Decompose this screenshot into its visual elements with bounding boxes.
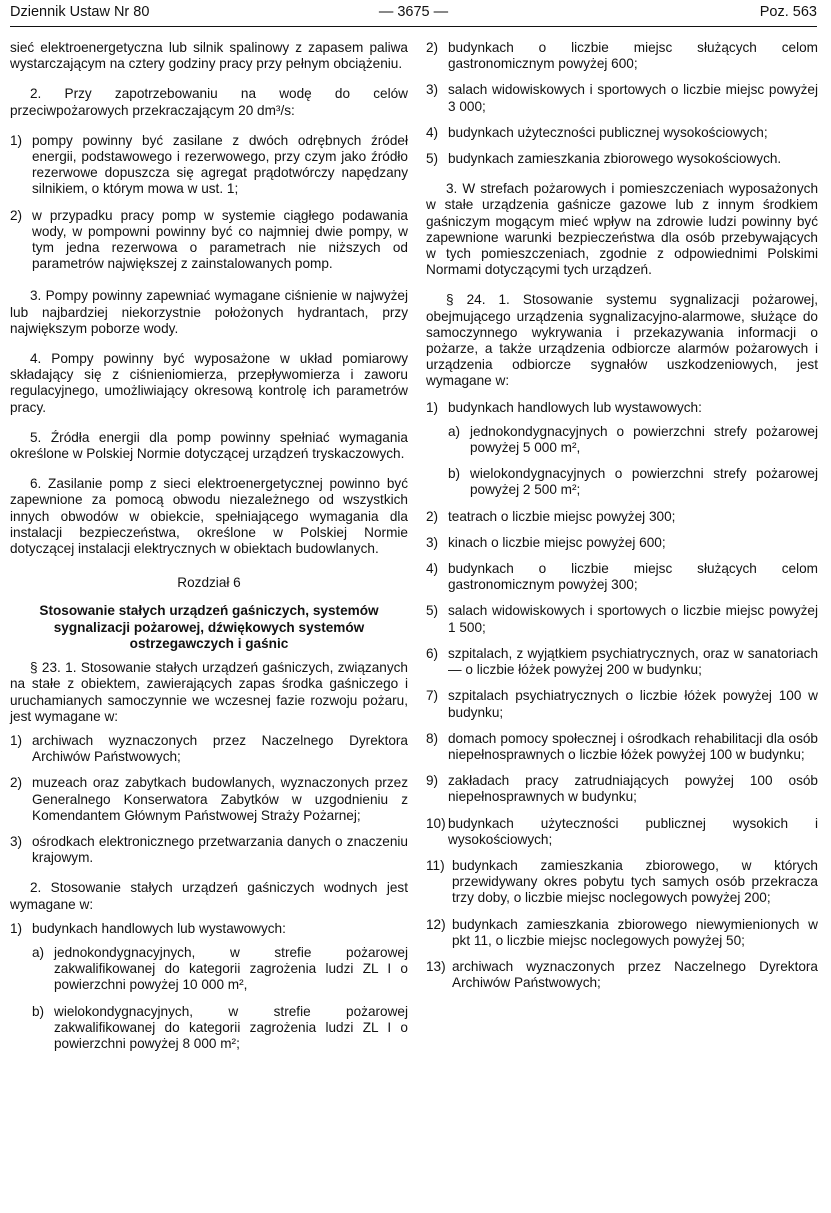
- page-number: — 3675 —: [378, 4, 449, 20]
- item-number: 2): [10, 207, 23, 223]
- item-number: 1): [10, 132, 23, 148]
- item-number: 7): [426, 688, 439, 704]
- item-letter: a): [448, 423, 461, 439]
- item-text: szpitalach, z wyjątkiem psychiatrycznych, oraz w sanatoriach — o liczbie łóżek powyżej 200 w budynku;: [448, 645, 818, 678]
- list-item: [426, 646, 818, 678]
- item-number: 6): [426, 645, 439, 661]
- item-text: pompy powinny być zasilane z dwóch odrębnych źródeł energii, podstawowego i rezerwowego, przy czym jako źródło rezerwowe dopuszcza się agregat prądotwórczy napędzany silnikiem, o którym mowa w ust. 1;: [32, 132, 408, 197]
- list-item: [426, 40, 818, 72]
- item-text: ośrodkach elektronicznego przetwarzania danych o znaczeniu krajowym.: [32, 833, 408, 866]
- paragraph: 5. Źródła energii dla pomp powinny spełniać wymagania określone w Polskiej Normie dotyczącej urządzeń tryskaczowych.: [10, 429, 408, 462]
- header-divider: [10, 26, 817, 27]
- item-number: 5): [426, 151, 439, 167]
- paragraph: § 23. 1. Stosowanie stałych urządzeń gaśniczych, związanych na stałe z obiektem, zawierających zapas środka gaśniczego i uruchamianych samoczynnie we wczesnej fazie rozwoju pożaru, jest wymagane w:: [10, 660, 408, 724]
- item-text: budynkach zamieszkania zbiorowego wysokościowych.: [448, 151, 782, 167]
- item-number: 4): [426, 561, 439, 577]
- position-number: Poz. 563: [759, 4, 817, 20]
- item-number: 10): [426, 815, 446, 831]
- item-text: budynkach handlowych lub wystawowych:: [448, 399, 702, 415]
- item-number: 11): [426, 857, 445, 873]
- item-number: 1): [426, 399, 439, 415]
- item-text: kinach o liczbie miejsc powyżej 600;: [448, 534, 666, 550]
- item-letter: b): [32, 1003, 45, 1019]
- list-item: [426, 400, 818, 416]
- item-text: budynkach o liczbie miejsc służących celom gastronomicznym powyżej 300;: [448, 561, 818, 593]
- item-text: archiwach wyznaczonych przez Naczelnego Dyrektora Archiwów Państwowych;: [452, 958, 818, 991]
- item-text: budynkach zamieszkania zbiorowego niewymienionych w pkt 11, o liczbie miejsc noclegowych powyżej 50;: [452, 916, 818, 948]
- item-number: 3): [10, 833, 23, 849]
- item-number: 1): [10, 920, 23, 936]
- item-number: 8): [426, 730, 439, 746]
- list-item: [426, 959, 818, 991]
- item-text: budynkach użyteczności publicznej wysokich i wysokościowych;: [448, 815, 818, 847]
- paragraph: 4. Pompy powinny być wyposażone w układ pomiarowy składający się z ciśnieniomierza, przepływomierza i zaworu regulacyjnego, umożliwiający okresową kontrolę ich parametrów pracy.: [10, 351, 408, 415]
- item-number: 5): [426, 603, 439, 619]
- item-letter: b): [448, 466, 461, 482]
- sub-item: [426, 424, 818, 456]
- left-column: [10, 40, 408, 1062]
- paragraph: 3. Pompy powinny zapewniać wymagane ciśnienie w najwyżej lub najbardziej niekorzystnie położonych hydrantach, przy największym poborze wody.: [10, 288, 408, 336]
- item-number: 3): [426, 82, 439, 98]
- chapter-title: Stosowanie stałych urządzeń gaśniczych, systemów sygnalizacji pożarowej, dźwiękowych systemów ostrzegawczych i gaśnic: [39, 603, 379, 651]
- list-item: [426, 858, 818, 907]
- item-number: 13): [426, 958, 446, 974]
- item-text: jednokondygnacyjnych, w strefie pożarowej zakwalifikowanej do kategorii zagrożenia ludzi ZL I o powierzchni powyżej 10 000 m²,: [54, 944, 408, 993]
- list-item: [426, 688, 818, 720]
- item-text: budynkach użyteczności publicznej wysokościowych;: [448, 124, 768, 140]
- list-item: [10, 208, 408, 273]
- item-text: teatrach o liczbie miejsc powyżej 300;: [448, 508, 676, 524]
- item-number: 1): [10, 732, 23, 748]
- item-text: muzeach oraz zabytkach budowlanych, wyznaczonych przez Generalnego Konserwatora Zabytków w uzgodnieniu z Komendantem Głównym Państwowej Straży Pożarnej;: [32, 775, 408, 823]
- item-text: salach widowiskowych i sportowych o liczbie miejsc powyżej 1 500;: [448, 603, 818, 635]
- list-item: [426, 509, 818, 525]
- list-item: [426, 151, 818, 167]
- page-header: [10, 4, 817, 28]
- item-text: zakładach pracy zatrudniających powyżej 100 osób niepełnosprawnych w budynku;: [448, 773, 818, 805]
- list-item: [10, 733, 408, 765]
- sub-item: [10, 945, 408, 994]
- paragraph: 2. Przy zapotrzebowaniu na wodę do celów przeciwpożarowych przekraczającym 20 dm³/s:: [10, 86, 408, 118]
- item-number: 2): [426, 40, 439, 55]
- item-number: 3): [426, 534, 439, 550]
- item-letter: a): [32, 944, 45, 960]
- paragraph: 6. Zasilanie pomp z sieci elektroenergetycznej powinno być zapewnione za pomocą obwodu niezależnego od wszystkich innych obwodów w obiekcie, spełniającego wymagania dla instalacji bezpieczeństwa, określone w Polskiej Normie dotyczącej instalacji elektrycznych w obiektach budowlanych.: [10, 476, 408, 557]
- item-text: archiwach wyznaczonych przez Naczelnego Dyrektora Archiwów Państwowych;: [32, 732, 408, 765]
- paragraph: 3. W strefach pożarowych i pomieszczeniach wyposażonych w stałe urządzenia gaśnicze gazowe lub z innym środkiem gaśniczym mogącym mieć wpływ na zdrowie ludzi powinny być zapewnione warunki bezpieczeństwa dla osób przebywających w tych pomieszczeniach, zgodnie z odpowiednimi Polskimi Normami dotyczącymi tych urządzeń.: [426, 181, 818, 278]
- item-text: budynkach o liczbie miejsc służących celom gastronomicznym powyżej 600;: [448, 40, 818, 72]
- item-text: wielokondygnacyjnych, w strefie pożarowej zakwalifikowanej do kategorii zagrożenia ludzi ZL I o powierzchni powyżej 8 000 m²;: [54, 1003, 408, 1051]
- list-item: [426, 773, 818, 805]
- item-text: domach pomocy społecznej i ośrodkach rehabilitacji dla osób niepełnosprawnych o liczbie łóżek powyżej 100 w budynku;: [448, 730, 818, 762]
- list-item: [10, 133, 408, 198]
- list-item: [426, 561, 818, 593]
- list-item: [10, 775, 408, 824]
- item-text: wielokondygnacyjnych o powierzchni strefy pożarowej powyżej 2 500 m²;: [470, 466, 818, 498]
- list-item: [10, 834, 408, 866]
- journal-title: Dziennik Ustaw Nr 80: [10, 4, 150, 20]
- paragraph: sieć elektroenergetyczna lub silnik spalinowy z zapasem paliwa wystarczającym na cztery godziny pracy przy pełnym obciążeniu.: [10, 40, 408, 72]
- sub-item: [10, 1004, 408, 1053]
- list-item: [426, 603, 818, 635]
- item-number: 4): [426, 124, 439, 140]
- list-item: [10, 921, 408, 937]
- item-number: 12): [426, 916, 446, 932]
- item-text: budynkach zamieszkania zbiorowego, w których przewidywany okres pobytu tych samych osób przekracza trzy doby, o liczbie miejsc noclegowych powyżej 200;: [452, 857, 818, 906]
- item-text: szpitalach psychiatrycznych o liczbie łóżek powyżej 100 w budynku;: [448, 688, 818, 720]
- list-item: [426, 82, 818, 114]
- item-text: w przypadku pracy pomp w systemie ciągłego podawania wody, w pompowni powinny być co najmniej dwie pompy, w tym jedna rezerwowa o parametrach nie niższych od parametrów największej z zainstalowanych pomp.: [32, 207, 408, 272]
- item-text: budynkach handlowych lub wystawowych:: [32, 920, 286, 936]
- paragraph: 2. Stosowanie stałych urządzeń gaśniczych wodnych jest wymagane w:: [10, 880, 408, 912]
- right-column: [426, 40, 818, 1001]
- item-number: 2): [426, 508, 439, 524]
- sub-item: [426, 466, 818, 498]
- list-item: [426, 535, 818, 551]
- list-item: [426, 125, 818, 141]
- list-item: [426, 731, 818, 763]
- item-text: jednokondygnacyjnych o powierzchni strefy pożarowej powyżej 5 000 m²,: [470, 423, 818, 456]
- item-number: 9): [426, 773, 439, 789]
- item-number: 2): [10, 775, 23, 791]
- list-item: [426, 917, 818, 949]
- item-text: salach widowiskowych i sportowych o liczbie miejsc powyżej 3 000;: [448, 82, 818, 114]
- paragraph: § 24. 1. Stosowanie systemu sygnalizacji pożarowej, obejmującego urządzenia sygnalizacyjno-alarmowe, służące do samoczynnego wykrywania i przekazywania informacji o pożarze, a także urządzenia odbiorcze alarmów pożarowych i urządzenia odbiorcze sygnałów uszkodzeniowych, jest wymagane w:: [426, 292, 818, 389]
- list-item: [426, 816, 818, 848]
- chapter-heading: Rozdział 6: [177, 575, 241, 591]
